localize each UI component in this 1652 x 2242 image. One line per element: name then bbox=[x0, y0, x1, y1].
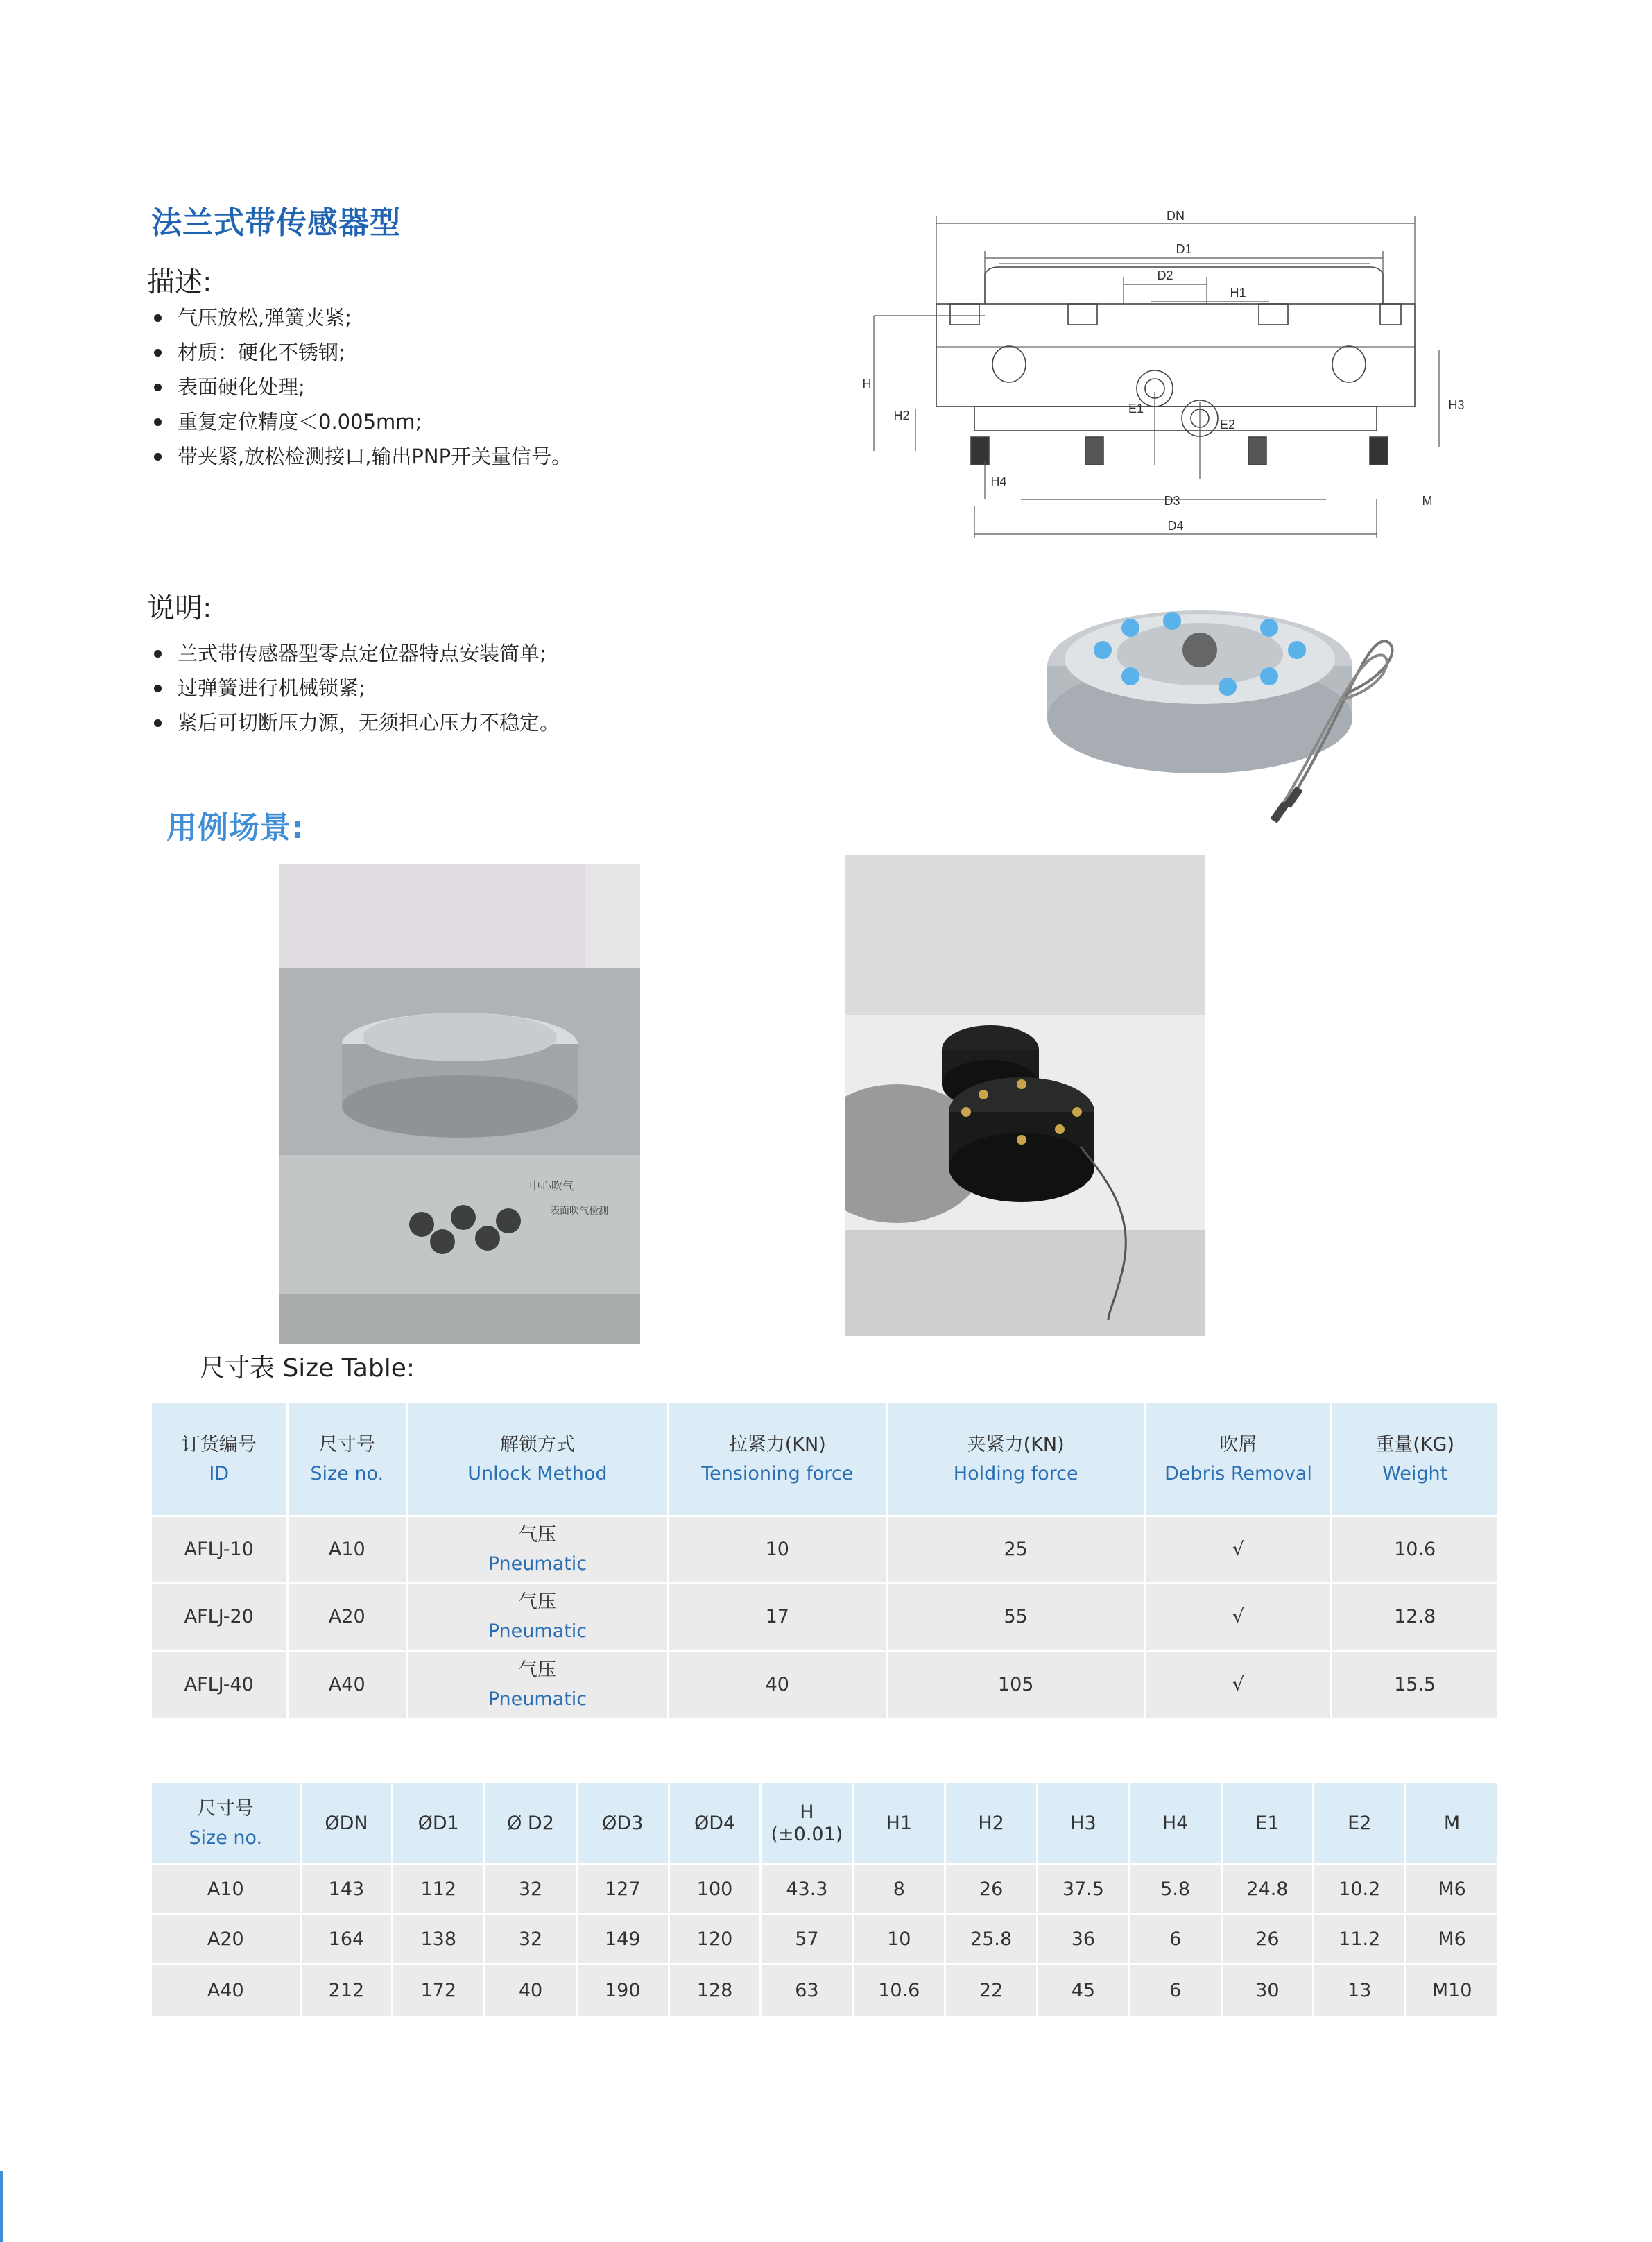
dim-h2-label: H2 bbox=[893, 409, 910, 422]
cell-debris: √ bbox=[1145, 1516, 1332, 1583]
cell-method: 气压 Pneumatic bbox=[406, 1516, 668, 1583]
cell: 149 bbox=[576, 1915, 669, 1965]
cell: 5.8 bbox=[1129, 1865, 1221, 1915]
header-unlock-method: 解锁方式 Unlock Method bbox=[406, 1403, 668, 1516]
cell: 164 bbox=[300, 1915, 393, 1965]
header-weight: 重量(KG) Weight bbox=[1332, 1403, 1499, 1516]
cell-tension: 10 bbox=[668, 1516, 886, 1583]
cell-size: A10 bbox=[287, 1516, 406, 1583]
cell-size: A40 bbox=[287, 1651, 406, 1719]
order-table bbox=[150, 1401, 1499, 1720]
cell: 128 bbox=[669, 1965, 761, 2017]
cell-debris: √ bbox=[1145, 1651, 1332, 1719]
cell-holding: 25 bbox=[886, 1516, 1145, 1583]
table-header-row bbox=[151, 1403, 1499, 1516]
cell-weight: 15.5 bbox=[1332, 1651, 1499, 1719]
cell: 6 bbox=[1129, 1965, 1221, 2017]
cell-method: 气压 Pneumatic bbox=[406, 1583, 668, 1651]
list-item: 过弹簧进行机械锁紧; bbox=[151, 671, 560, 705]
cell: 127 bbox=[576, 1865, 669, 1915]
cell-holding: 105 bbox=[886, 1651, 1145, 1719]
table-row bbox=[151, 1583, 1499, 1651]
header-h1: H1 bbox=[853, 1783, 945, 1865]
cell: A10 bbox=[151, 1865, 301, 1915]
cell: 30 bbox=[1221, 1965, 1314, 2017]
list-item: 材质：硬化不锈钢; bbox=[151, 335, 571, 370]
cell: M6 bbox=[1406, 1915, 1499, 1965]
cell: 190 bbox=[576, 1965, 669, 2017]
header-d1: ØD1 bbox=[393, 1783, 485, 1865]
cell: A20 bbox=[151, 1915, 301, 1965]
table-row bbox=[151, 1965, 1499, 2017]
header-h2: H2 bbox=[945, 1783, 1038, 1865]
dim-d2-label: D2 bbox=[1157, 268, 1173, 282]
dim-h1-label: H1 bbox=[1230, 286, 1246, 300]
header-d4: ØD4 bbox=[669, 1783, 761, 1865]
table-row bbox=[151, 1651, 1499, 1719]
cell: 10.6 bbox=[853, 1965, 945, 2017]
table-row bbox=[151, 1865, 1499, 1915]
cell: 57 bbox=[761, 1915, 853, 1965]
cell: 100 bbox=[669, 1865, 761, 1915]
header-dn: ØDN bbox=[300, 1783, 393, 1865]
header-size: 尺寸号 Size no. bbox=[151, 1783, 301, 1865]
cell: 138 bbox=[393, 1915, 485, 1965]
cell: 6 bbox=[1129, 1915, 1221, 1965]
cell-weight: 10.6 bbox=[1332, 1516, 1499, 1583]
header-id: 订货编号 ID bbox=[151, 1403, 288, 1516]
header-m: M bbox=[1406, 1783, 1499, 1865]
cell: 8 bbox=[853, 1865, 945, 1915]
technical-drawing bbox=[860, 208, 1484, 548]
header-holding-force: 夹紧力(KN) Holding force bbox=[886, 1403, 1145, 1516]
scenes-title: 用例场景: bbox=[166, 810, 304, 846]
cell: 32 bbox=[485, 1915, 577, 1965]
dim-h-label: H bbox=[862, 377, 872, 391]
cell: 26 bbox=[945, 1865, 1038, 1915]
cell-id: AFLJ-10 bbox=[151, 1516, 288, 1583]
cell: A40 bbox=[151, 1965, 301, 2017]
header-e2: E2 bbox=[1314, 1783, 1406, 1865]
table-header-row bbox=[151, 1783, 1499, 1865]
cell-id: AFLJ-20 bbox=[151, 1583, 288, 1651]
dim-h4-label: H4 bbox=[990, 474, 1007, 488]
dim-d1-label: D1 bbox=[1176, 242, 1192, 256]
cell-id: AFLJ-40 bbox=[151, 1651, 288, 1719]
description-heading: 描述: bbox=[147, 266, 212, 298]
cell-debris: √ bbox=[1145, 1583, 1332, 1651]
cell: 25.8 bbox=[945, 1915, 1038, 1965]
dim-d4-label: D4 bbox=[1167, 519, 1184, 533]
table-row bbox=[151, 1516, 1499, 1583]
header-tensioning-force: 拉紧力(KN) Tensioning force bbox=[668, 1403, 886, 1516]
application-photo-2 bbox=[845, 855, 1205, 1336]
notes-list bbox=[151, 636, 560, 740]
header-h: H (±0.01) bbox=[761, 1783, 853, 1865]
cell: 63 bbox=[761, 1965, 853, 2017]
cell: 11.2 bbox=[1314, 1915, 1406, 1965]
cell-tension: 40 bbox=[668, 1651, 886, 1719]
cell-tension: 17 bbox=[668, 1583, 886, 1651]
application-photo-1 bbox=[279, 864, 640, 1344]
cell: 40 bbox=[485, 1965, 577, 2017]
size-table-label: 尺寸表 Size Table: bbox=[200, 1354, 415, 1383]
page-title: 法兰式带传感器型 bbox=[151, 205, 401, 241]
list-item: 重复定位精度＜0.005mm; bbox=[151, 404, 571, 439]
cell-holding: 55 bbox=[886, 1583, 1145, 1651]
cell: 13 bbox=[1314, 1965, 1406, 2017]
cell: M6 bbox=[1406, 1865, 1499, 1915]
cell: 112 bbox=[393, 1865, 485, 1915]
cell: 32 bbox=[485, 1865, 577, 1915]
cell: 43.3 bbox=[761, 1865, 853, 1915]
cell: 26 bbox=[1221, 1915, 1314, 1965]
cell: 10.2 bbox=[1314, 1865, 1406, 1915]
cell: 24.8 bbox=[1221, 1865, 1314, 1915]
cell: 212 bbox=[300, 1965, 393, 2017]
cell: M10 bbox=[1406, 1965, 1499, 2017]
list-item: 表面硬化处理; bbox=[151, 370, 571, 404]
cell-size: A20 bbox=[287, 1583, 406, 1651]
dim-e1-label: E1 bbox=[1128, 402, 1144, 416]
header-e1: E1 bbox=[1221, 1783, 1314, 1865]
header-h4: H4 bbox=[1129, 1783, 1221, 1865]
photo-label-center-air: 中心吹气 bbox=[529, 1181, 574, 1192]
cell: 143 bbox=[300, 1865, 393, 1915]
header-h3: H3 bbox=[1037, 1783, 1129, 1865]
header-size: 尺寸号 Size no. bbox=[287, 1403, 406, 1516]
product-render-image bbox=[1040, 572, 1401, 832]
cell: 172 bbox=[393, 1965, 485, 2017]
header-d2: Ø D2 bbox=[485, 1783, 577, 1865]
dimension-table bbox=[150, 1781, 1499, 2018]
list-item: 气压放松,弹簧夹紧; bbox=[151, 300, 571, 335]
photo-label-surface-air: 表面吹气检测 bbox=[550, 1205, 608, 1216]
dim-d3-label: D3 bbox=[1164, 494, 1180, 508]
cell: 36 bbox=[1037, 1915, 1129, 1965]
cell: 10 bbox=[853, 1915, 945, 1965]
header-d3: ØD3 bbox=[576, 1783, 669, 1865]
notes-heading: 说明: bbox=[147, 592, 212, 624]
list-item: 带夹紧,放松检测接口,输出PNP开关量信号。 bbox=[151, 439, 571, 474]
list-item: 兰式带传感器型零点定位器特点安装简单; bbox=[151, 636, 560, 671]
cell-weight: 12.8 bbox=[1332, 1583, 1499, 1651]
cell: 45 bbox=[1037, 1965, 1129, 2017]
header-debris-removal: 吹屑 Debris Removal bbox=[1145, 1403, 1332, 1516]
cell: 120 bbox=[669, 1915, 761, 1965]
cell-method: 气压 Pneumatic bbox=[406, 1651, 668, 1719]
dim-e2-label: E2 bbox=[1219, 418, 1236, 431]
table-row bbox=[151, 1915, 1499, 1965]
page-edge-strip bbox=[0, 2171, 3, 2242]
cell: 22 bbox=[945, 1965, 1038, 2017]
dim-h3-label: H3 bbox=[1448, 398, 1465, 412]
dim-dn-label: DN bbox=[1167, 209, 1185, 223]
list-item: 紧后可切断压力源，无须担心压力不稳定。 bbox=[151, 705, 560, 740]
description-list bbox=[151, 300, 571, 474]
cell: 37.5 bbox=[1037, 1865, 1129, 1915]
dim-m-label: M bbox=[1422, 494, 1433, 508]
